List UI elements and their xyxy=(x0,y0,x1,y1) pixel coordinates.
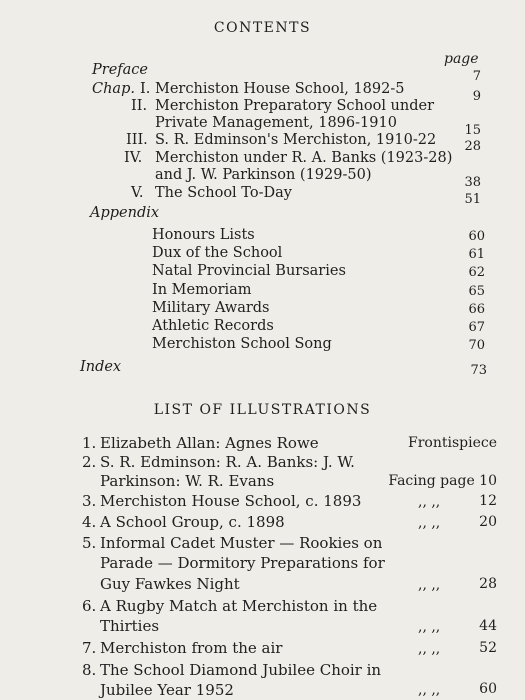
illustration-1-number: 1. xyxy=(82,434,97,452)
appendix-item-4-page: 65 xyxy=(468,284,485,299)
illustration-2-title-line-2: Parkinson: W. R. Evans xyxy=(100,472,275,490)
chapter-4-page: 38 xyxy=(464,175,481,190)
chapter-5-page: 51 xyxy=(464,192,481,207)
illustration-1-ref: Frontispiece xyxy=(408,435,497,451)
illustration-2-title-line-1: S. R. Edminson: R. A. Banks: J. W. xyxy=(100,453,355,471)
appendix-item-1-page: 60 xyxy=(468,229,485,244)
chapter-2-page: 15 xyxy=(464,123,481,138)
chapter-4-title-line-1: Merchiston under R. A. Banks (1923-28) xyxy=(155,150,453,166)
chapter-1-page: 9 xyxy=(472,89,481,104)
chapter-5-title: The School To-Day xyxy=(155,185,292,201)
chapter-5-numeral: V. xyxy=(131,185,144,201)
illustration-6-number: 6. xyxy=(82,597,97,615)
index-page: 73 xyxy=(470,363,487,378)
illustration-4-ditto: ,, ,, xyxy=(418,515,441,531)
appendix-item-7-page: 70 xyxy=(468,338,485,353)
index-label: Index xyxy=(80,359,122,375)
page-column-label: page xyxy=(444,51,479,67)
chapter-3-numeral: III. xyxy=(126,132,148,148)
illustration-3-ditto: ,, ,, xyxy=(418,494,441,510)
illustration-7-title: Merchiston from the air xyxy=(100,639,283,657)
illustration-3-title: Merchiston House School, c. 1893 xyxy=(100,492,362,510)
chapter-prefix: Chap. xyxy=(92,81,135,97)
illustration-4-title: A School Group, c. 1898 xyxy=(100,513,285,531)
appendix-item-1: Honours Lists xyxy=(152,227,255,243)
illustration-5-page: 28 xyxy=(479,576,497,592)
illustration-8-ditto: ,, ,, xyxy=(418,682,441,698)
chapter-1-title: Merchiston House School, 1892-5 xyxy=(155,81,405,97)
appendix-item-2: Dux of the School xyxy=(152,245,283,261)
illustration-7-ditto: ,, ,, xyxy=(418,641,441,657)
illustration-8-title-line-2: Jubilee Year 1952 xyxy=(100,681,234,699)
illustration-6-page: 44 xyxy=(479,618,497,634)
illustration-8-number: 8. xyxy=(82,661,97,679)
illustration-3-number: 3. xyxy=(82,492,97,510)
illustration-4-number: 4. xyxy=(82,513,97,531)
appendix-item-5-page: 66 xyxy=(468,302,485,317)
chapter-2-title-line-2: Private Management, 1896-1910 xyxy=(155,115,397,131)
illustration-6-title-line-2: Thirties xyxy=(100,617,160,635)
illustration-2-number: 2. xyxy=(82,453,97,471)
contents-heading: CONTENTS xyxy=(213,20,312,36)
illustration-8-title-line-1: The School Diamond Jubilee Choir in xyxy=(100,661,382,679)
chapter-2-numeral: II. xyxy=(131,98,148,114)
chapter-4-numeral: IV. xyxy=(124,150,143,166)
illustration-7-page: 52 xyxy=(479,640,497,656)
preface-label: Preface xyxy=(92,62,148,78)
illustration-6-title-line-1: A Rugby Match at Merchiston in the xyxy=(100,597,378,615)
illustration-6-ditto: ,, ,, xyxy=(418,619,441,635)
illustration-5-title-line-3: Guy Fawkes Night xyxy=(100,575,240,593)
chapter-3-title: S. R. Edminson's Merchiston, 1910-22 xyxy=(155,132,437,148)
illustration-3-page: 12 xyxy=(479,493,497,509)
illustration-1-title: Elizabeth Allan: Agnes Rowe xyxy=(100,434,319,452)
illustration-7-number: 7. xyxy=(82,639,97,657)
appendix-item-5: Military Awards xyxy=(152,300,270,316)
chapter-2-title-line-1: Merchiston Preparatory School under xyxy=(155,98,435,114)
appendix-item-7: Merchiston School Song xyxy=(152,336,332,352)
appendix-label: Appendix xyxy=(90,205,160,221)
appendix-item-3-page: 62 xyxy=(468,265,485,280)
illustration-8-page: 60 xyxy=(479,681,497,697)
illustration-5-title-line-1: Informal Cadet Muster — Rookies on xyxy=(100,534,383,552)
illustration-4-page: 20 xyxy=(479,514,497,530)
illustration-5-number: 5. xyxy=(82,534,97,552)
appendix-item-4: In Memoriam xyxy=(152,282,252,298)
chapter-1-numeral: I. xyxy=(140,81,151,97)
chapter-3-page: 28 xyxy=(464,139,481,154)
illustration-2-ref: Facing page 10 xyxy=(388,473,497,489)
illustration-5-ditto: ,, ,, xyxy=(418,577,441,593)
preface-page: 7 xyxy=(472,69,481,84)
appendix-item-6-page: 67 xyxy=(468,320,485,335)
chapter-4-title-line-2: and J. W. Parkinson (1929-50) xyxy=(155,167,372,183)
illustrations-heading: LIST OF ILLUSTRATIONS xyxy=(153,402,372,418)
appendix-item-6: Athletic Records xyxy=(152,318,274,334)
appendix-item-2-page: 61 xyxy=(468,247,485,262)
illustration-5-title-line-2: Parade — Dormitory Preparations for xyxy=(100,554,385,572)
appendix-item-3: Natal Provincial Bursaries xyxy=(152,263,346,279)
